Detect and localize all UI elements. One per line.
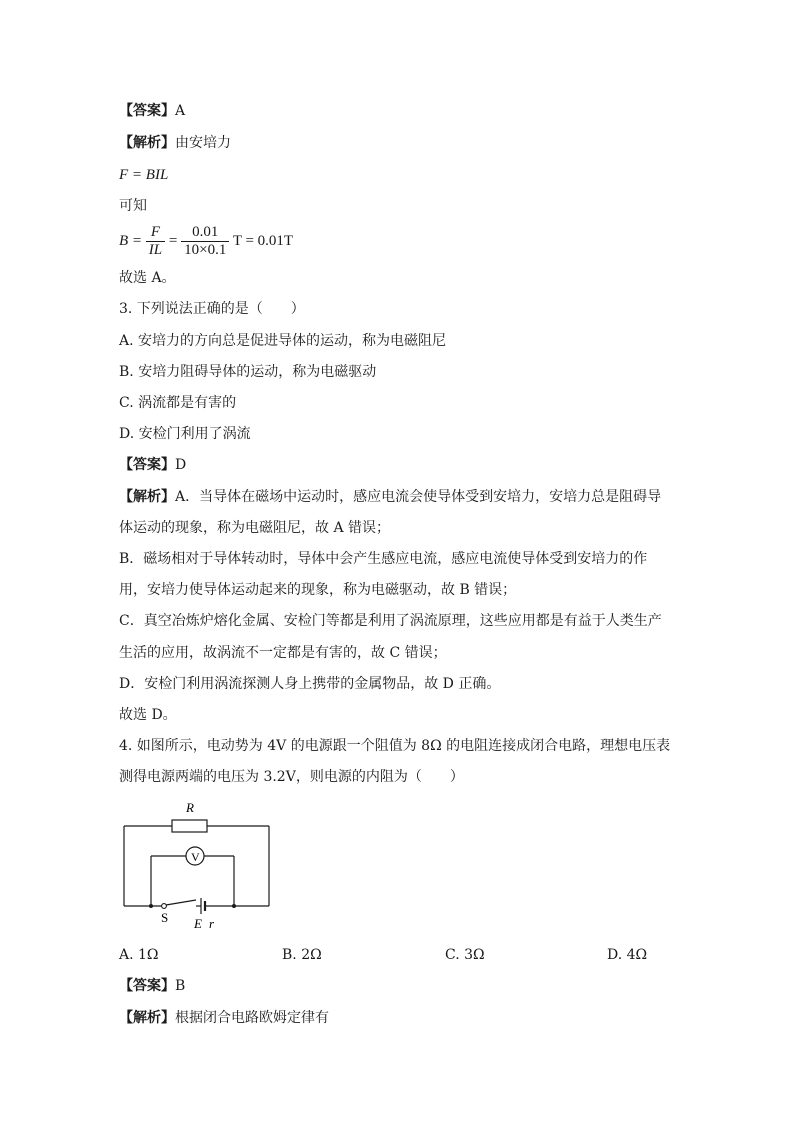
circuit-diagram: [118, 796, 278, 936]
q3-option-d: D. 安检门利用了涡流: [119, 426, 251, 442]
q3-analysis-line-7: D．安检门利用涡流探测人身上携带的金属物品，故 D 正确。: [119, 676, 501, 692]
q4-option-c: C. 3Ω: [445, 947, 485, 963]
question-3-stem: 3. 下列说法正确的是（ ）: [119, 301, 305, 317]
q4-option-a: A. 1Ω: [119, 947, 159, 963]
question-4-stem-line-2: 测得电源两端的电压为 3.2V，则电源的内阻为（ ）: [119, 769, 464, 785]
q3-answer-line: 【答案】D: [119, 457, 187, 473]
voltmeter-label: V: [191, 850, 200, 864]
junction-dot: [149, 904, 153, 908]
q4-answer-value: B: [175, 978, 186, 994]
answer-value: A: [175, 103, 186, 119]
q3-analysis-line-2: 体运动的现象，称为电磁阻尼，故 A 错误；: [119, 520, 391, 536]
q3-option-a: A. 安培力的方向总是促进导体的运动，称为电磁阻尼: [119, 333, 447, 349]
switch-lever: [166, 900, 196, 905]
q4-option-d: D. 4Ω: [607, 947, 648, 963]
q3-option-b: B. 安培力阻碍导体的运动，称为电磁驱动: [119, 364, 377, 380]
conclusion-line: 故选 A。: [119, 270, 176, 286]
q4-analysis-line: 【解析】根据闭合电路欧姆定律有: [119, 1010, 329, 1026]
formula-b-calculation: [119, 222, 293, 260]
q3-analysis-line-1: 【解析】A．当导体在磁场中运动时，感应电流会使导体受到安培力，安培力总是阻碍导: [119, 489, 662, 505]
q3-analysis-line-3: B．磁场相对于导体转动时，导体中会产生感应电流，感应电流使导体受到安培力的作: [119, 551, 648, 567]
emf-label: E: [194, 916, 202, 931]
formula-ampere-force: F = BIL: [119, 167, 169, 183]
junction-dot: [232, 904, 236, 908]
analysis-text: 由安培力: [175, 135, 231, 151]
equals-sign: =: [168, 233, 178, 249]
q4-option-b: B. 2Ω: [282, 947, 322, 963]
q3-conclusion: 故选 D。: [119, 707, 177, 723]
analysis-tag: 【解析】: [119, 135, 175, 151]
answer-line: [119, 102, 185, 120]
resistor-label: R: [186, 800, 194, 815]
q4-answer-line: 【答案】B: [119, 978, 186, 994]
fraction-f-over-il: $\frac{F}{IL}$: [146, 224, 165, 259]
kezhi-text: 可知: [119, 198, 147, 214]
formula-lhs: B =: [119, 233, 143, 249]
formula-result: T = 0.01T: [232, 233, 294, 249]
analysis-line: [119, 134, 231, 152]
q3-analysis-line-5: C．真空冶炼炉熔化金属、安检门等都是利用了涡流原理，这些应用都是有益于人类生产: [119, 613, 662, 629]
q3-answer-value: D: [175, 457, 187, 473]
q3-analysis-line-6: 生活的应用，故涡流不一定都是有害的，故 C 错误；: [119, 645, 447, 661]
resistor: [172, 820, 207, 832]
q3-analysis-line-4: 用，安培力使导体运动起来的现象，称为电磁驱动，故 B 错误；: [119, 582, 517, 598]
switch-label: S: [161, 910, 169, 925]
q3-option-c: C. 涡流都是有害的: [119, 395, 237, 411]
internal-resistance-label: r: [209, 916, 215, 931]
fraction-values: $\frac{0.01}{10\times 0.1}$: [181, 224, 229, 259]
question-4-stem-line-1: 4. 如图所示，电动势为 4V 的电源跟一个阻值为 8Ω 的电阻连接成闭合电路，理想电压表: [119, 738, 671, 754]
switch-contact: [162, 904, 167, 909]
answer-tag: 【答案】: [119, 103, 175, 119]
